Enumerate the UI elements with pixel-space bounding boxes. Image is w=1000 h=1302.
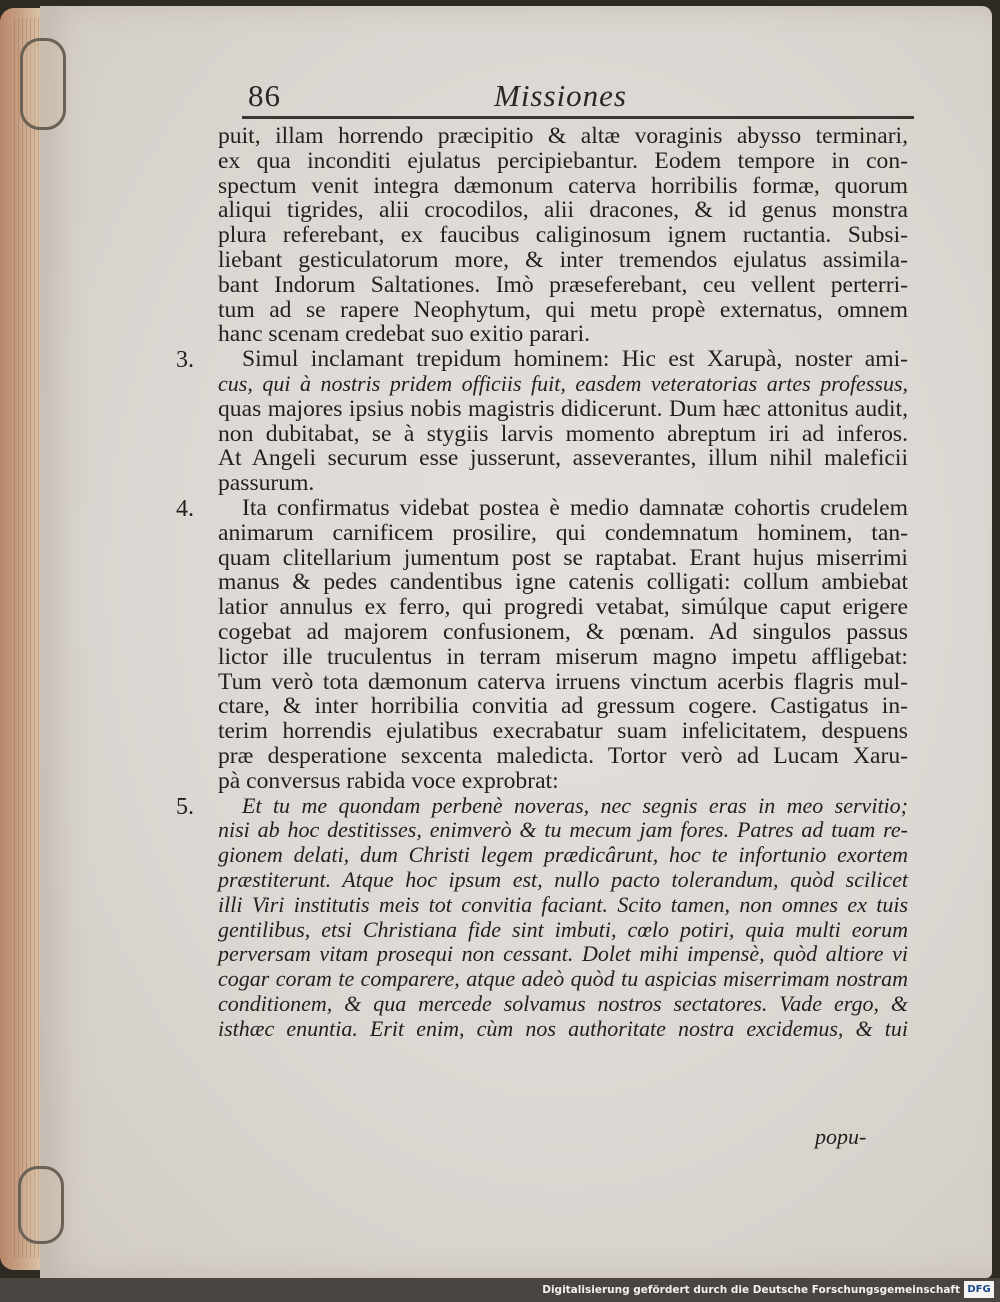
- text-line: puit, illam horrendo præcipitio & altæ voraginis abysso terminari,: [218, 123, 908, 149]
- text-line: gentilibus, etsi Christiana fide sint imbuti, cœlo potiri, quia multi eorum: [218, 916, 908, 942]
- text-line: cus, qui à nostris pridem officiis fuit, easdem veteratorias artes professus,: [218, 370, 908, 396]
- text-line: latior annulus ex ferro, qui progredi vetabat, simúlque caput erigere: [218, 594, 908, 621]
- body-text: [176, 123, 908, 1041]
- text-line: terim horrendis ejulatibus execrabatur suam infelicitatem, despuens: [218, 718, 908, 745]
- text-line: aliqui tigrides, alii crocodilos, alii dracones, & id genus monstra: [218, 197, 908, 224]
- text-line: ctare, & inter horribilia convitia ad gressum cogere. Castigatus in-: [218, 693, 908, 720]
- catchword: popu-: [815, 1124, 867, 1149]
- text-line: perversam vitam prosequi non cessant. Dolet mihi impensè, quòd altiore vi: [218, 941, 908, 967]
- text-line: plura referebant, ex faucibus caliginosum ignem ructantia. Subsi-: [218, 222, 908, 249]
- paragraph-number: 4.: [176, 495, 194, 522]
- text-line: Simul inclamant trepidum hominem: Hic est Xarupà, noster ami-: [242, 346, 908, 373]
- text-line: passurum.: [218, 470, 315, 497]
- text-line: non dubitabat, se à stygiis larvis momento abreptum iri ad inferos.: [218, 420, 908, 447]
- book-clip-top: [20, 38, 66, 130]
- paragraph: [176, 346, 908, 497]
- text-line: quas majores ipsius nobis magistris didicerunt. Dum hæc attonitus audit,: [218, 395, 908, 422]
- paragraph: [218, 124, 908, 347]
- text-line: quam clitellarium jumentum post se raptabat. Erant hujus miserrimi: [218, 544, 908, 571]
- paragraph: [176, 792, 908, 1042]
- text-line: animarum carnificem prosilire, qui condemnatum hominem, tan-: [218, 519, 908, 546]
- paragraph-number: 5.: [176, 793, 194, 820]
- page-number: 86: [248, 78, 281, 113]
- text-line: bant Indorum Saltationes. Imò præseferebant, ceu vellent perterri-: [218, 271, 908, 298]
- text-line: cogebat ad majorem confusionem, & pœnam. Ad singulos passus: [218, 618, 908, 645]
- text-line: At Angeli securum esse jusserunt, asseverantes, illum nihil maleficii: [218, 445, 908, 472]
- text-line: cogar coram te comparere, atque adeò quòd tu aspicias miserrimam nostram: [218, 966, 908, 992]
- text-line: Ita confirmatus videbat postea è medio damnatæ cohortis crudelem: [242, 494, 908, 521]
- page-header: [242, 78, 862, 126]
- text-line: Et tu me quondam perbenè noveras, nec segnis eras in meo servitio;: [242, 792, 908, 818]
- text-line: liebant gesticulatorum more, & inter tremendos ejulatus assimila-: [218, 246, 908, 273]
- digitization-credit: Digitalisierung gefördert durch die Deutsche Forschungsgemeinschaft: [542, 1284, 960, 1296]
- text-line: ex qua inconditi ejulatus percipiebantur. Eodem tempore in con-: [218, 147, 908, 174]
- dfg-logo: DFG: [964, 1281, 994, 1298]
- text-line: lictor ille truculentus in terram miserum magno impetu affligebat:: [218, 643, 908, 670]
- text-line: tum ad se rapere Neophytum, qui metu propè externatus, omnem: [218, 296, 908, 323]
- text-line: Tum verò tota dæmonum caterva irruens vinctum acerbis flagris mul-: [218, 668, 908, 695]
- header-rule: [242, 116, 914, 119]
- text-line: pà conversus rabida voce exprobrat:: [218, 767, 559, 794]
- text-line: spectum venit integra dæmonum caterva horribilis formæ, quorum: [218, 172, 908, 199]
- paragraph-number: 3.: [176, 347, 194, 374]
- text-line: illi Viri institutis meis tot convitia faciant. Scito tamen, non omnes ex tuis: [218, 891, 908, 917]
- text-line: conditionem, & qua mercede solvamus nostros sectatores. Vade ergo, &: [218, 990, 908, 1016]
- text-line: præ desperatione sexcenta maledicta. Tortor verò ad Lucam Xaru-: [218, 742, 908, 769]
- text-line: manus & pedes candentibus igne catenis colligati: collum ambiebat: [218, 569, 908, 596]
- book-clip-bottom: [18, 1166, 64, 1244]
- text-line: isthæc enuntia. Erit enim, cùm nos authoritate nostra excidemus, & tui: [218, 1015, 908, 1041]
- text-line: hanc scenam credebat suo exitio parari.: [218, 321, 591, 348]
- text-line: præstiterunt. Atque hoc ipsum est, nullo pacto tolerandum, quòd scilicet: [218, 866, 908, 892]
- text-line: nisi ab hoc destitisses, enimverò & tu mecum jam fores. Patres ad tuam re-: [218, 817, 908, 843]
- text-line: gionem delati, dum Christi legem prædicârunt, hoc te infortunio exortem: [218, 842, 908, 868]
- running-head: Missiones: [494, 78, 627, 113]
- paragraph: [176, 494, 908, 794]
